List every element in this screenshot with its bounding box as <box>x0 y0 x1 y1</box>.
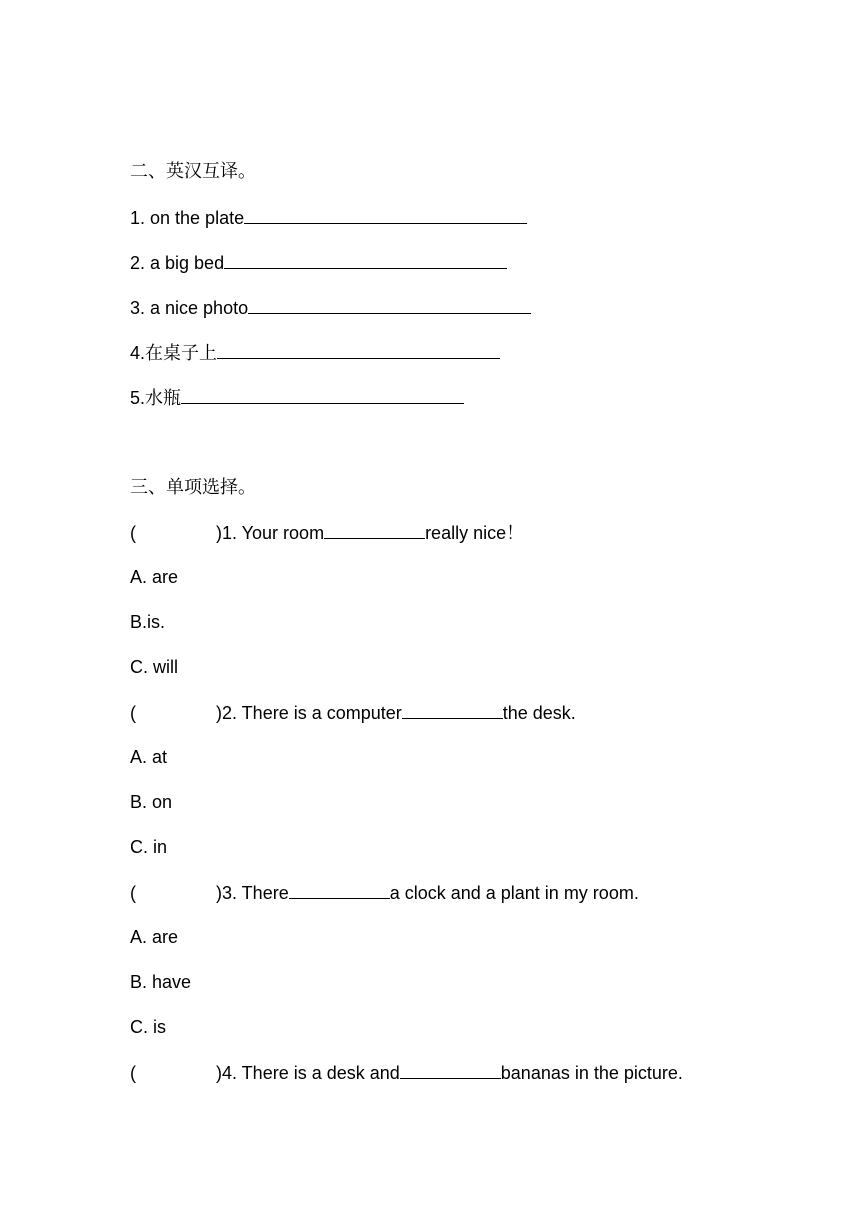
question-blank[interactable] <box>324 520 425 539</box>
answer-paren-open: ( <box>130 523 136 543</box>
question-2-option-b: B. on <box>130 792 173 812</box>
question-blank[interactable] <box>289 880 390 899</box>
question-3-option-c: C. is <box>130 1017 166 1037</box>
question-blank[interactable] <box>402 700 503 719</box>
item-text: 2. a big bed <box>130 253 225 273</box>
question-text-before: )4. There is a desk and <box>216 1063 400 1083</box>
question-1-option-b: B.is. <box>130 612 166 632</box>
question-text-before: )1. Your room <box>216 523 325 543</box>
translation-item-1 <box>130 205 527 230</box>
answer-blank[interactable] <box>244 205 527 224</box>
question-3-option-b: B. have <box>130 972 192 992</box>
translation-item-3 <box>130 295 531 320</box>
section-heading-translation: 二、英汉互译。 <box>130 161 256 182</box>
question-2-option-c: C. in <box>130 837 168 857</box>
translation-item-2 <box>130 250 507 275</box>
question-3 <box>130 880 639 905</box>
answer-blank[interactable] <box>181 385 464 404</box>
question-text-before: )3. There <box>216 883 289 903</box>
answer-blank[interactable] <box>224 250 507 269</box>
question-blank[interactable] <box>400 1060 501 1079</box>
answer-paren-open: ( <box>130 883 136 903</box>
question-3-option-a: A. are <box>130 927 179 947</box>
answer-blank[interactable] <box>217 340 500 359</box>
item-text: 5.水瓶 <box>130 388 182 408</box>
answer-paren-open: ( <box>130 703 136 723</box>
question-2-option-a: A. at <box>130 747 168 767</box>
question-text-before: )2. There is a computer <box>216 703 402 723</box>
answer-paren-open: ( <box>130 1063 136 1083</box>
question-1-option-a: A. are <box>130 567 179 587</box>
question-1-option-c: C. will <box>130 657 178 677</box>
item-text: 1. on the plate <box>130 208 245 228</box>
question-1 <box>130 520 524 545</box>
translation-item-5 <box>130 385 464 410</box>
answer-blank[interactable] <box>248 295 531 314</box>
question-4 <box>130 1060 683 1085</box>
item-text: 3. a nice photo <box>130 298 249 318</box>
question-text-after: bananas in the picture. <box>500 1063 683 1083</box>
question-2 <box>130 700 576 725</box>
section-heading-choice: 三、单项选择。 <box>130 477 256 498</box>
question-text-after: the desk. <box>502 703 576 723</box>
question-text-after: a clock and a plant in my room. <box>389 883 639 903</box>
translation-item-4 <box>130 340 500 365</box>
item-text: 4.在桌子上 <box>130 343 218 363</box>
question-text-after: really nice！ <box>425 523 525 543</box>
